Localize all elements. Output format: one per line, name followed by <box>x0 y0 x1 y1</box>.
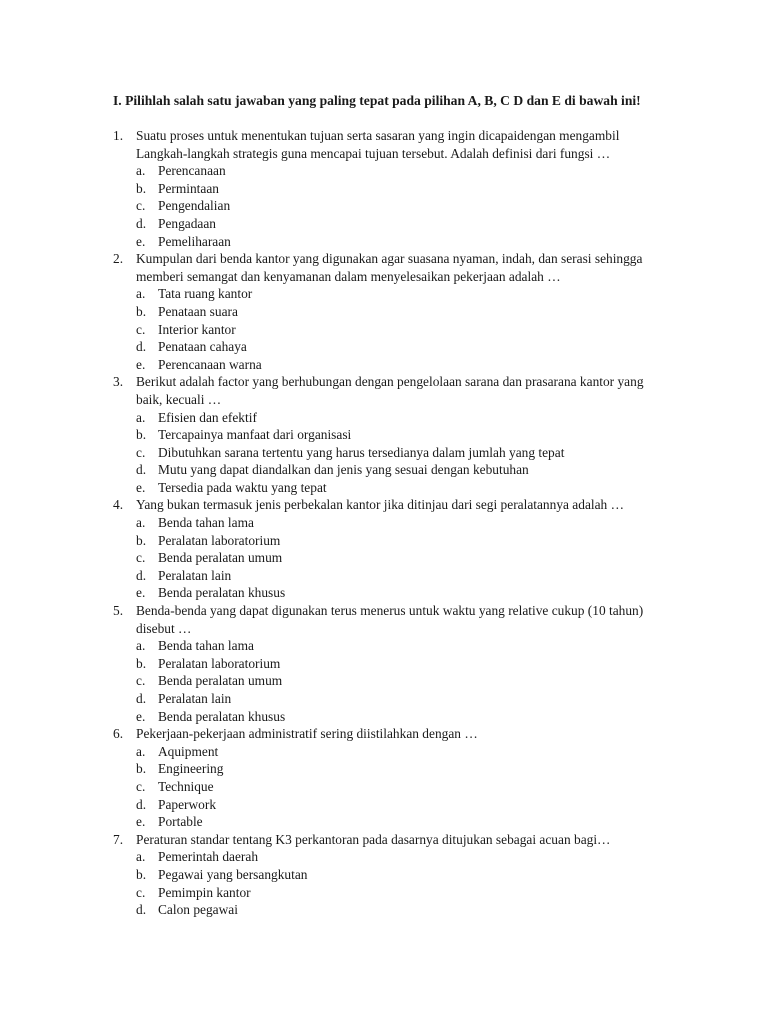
option-letter: d. <box>136 462 147 478</box>
answer-option <box>136 409 673 427</box>
option-text: Aquipment <box>158 743 219 759</box>
option-letter: a. <box>136 638 146 654</box>
option-letter: b. <box>136 761 147 777</box>
option-letter: e. <box>136 708 146 724</box>
option-text: Peralatan laboratorium <box>158 655 281 671</box>
option-text: Pengadaan <box>158 215 217 231</box>
question-item <box>113 831 673 919</box>
answer-option <box>136 848 673 866</box>
answer-option <box>136 796 673 814</box>
option-letter: e. <box>136 356 146 372</box>
option-list <box>136 637 673 725</box>
option-text: Benda peralatan umum <box>158 673 283 689</box>
option-letter: a. <box>136 286 146 302</box>
answer-option <box>136 444 673 462</box>
question-list <box>113 127 673 919</box>
option-letter: b. <box>136 655 147 671</box>
option-letter: e. <box>136 479 146 495</box>
option-text: Tata ruang kantor <box>158 286 253 302</box>
option-text: Pemeliharaan <box>158 233 231 249</box>
option-text: Peralatan lain <box>158 567 232 583</box>
instruction-heading: I. Pilihlah salah satu jawaban yang paling tepat pada pilihan A, B, C D dan E di bawah ini! <box>113 93 641 108</box>
option-letter: b. <box>136 532 147 548</box>
option-letter: b. <box>136 303 147 319</box>
question-number: 7. <box>113 831 124 847</box>
answer-option <box>136 584 673 602</box>
option-text: Perencanaan <box>158 163 226 179</box>
question-item <box>113 602 673 725</box>
answer-option <box>136 760 673 778</box>
option-text: Penataan cahaya <box>158 339 247 355</box>
question-item <box>113 250 673 373</box>
question-number: 6. <box>113 726 124 742</box>
option-text: Benda tahan lama <box>158 638 254 654</box>
question-number: 5. <box>113 603 124 619</box>
option-letter: d. <box>136 567 147 583</box>
option-text: Calon pegawai <box>158 902 238 918</box>
option-list <box>136 848 673 918</box>
question-text: Berikut adalah factor yang berhubungan dengan pengelolaan sarana dan prasarana kantor yang baik, kecuali … <box>136 374 644 407</box>
answer-option <box>136 708 673 726</box>
question-number: 3. <box>113 374 124 390</box>
option-letter: c. <box>136 884 146 900</box>
option-text: Perencanaan warna <box>158 356 262 372</box>
question-number: 4. <box>113 497 124 513</box>
option-letter: e. <box>136 814 146 830</box>
option-text: Dibutuhkan sarana tertentu yang harus tersedianya dalam jumlah yang tepat <box>158 444 565 460</box>
question-text: Pekerjaan-pekerjaan administratif sering diistilahkan dengan … <box>136 726 478 742</box>
option-text: Peralatan laboratorium <box>158 532 281 548</box>
option-list <box>136 409 673 497</box>
option-text: Engineering <box>158 761 224 777</box>
answer-option <box>136 426 673 444</box>
answer-option <box>136 321 673 339</box>
option-letter: a. <box>136 515 146 531</box>
option-text: Technique <box>158 778 214 794</box>
question-item <box>113 127 673 250</box>
question-item <box>113 725 673 831</box>
answer-option <box>136 285 673 303</box>
answer-option <box>136 514 673 532</box>
answer-option <box>136 672 673 690</box>
option-text: Portable <box>158 814 203 830</box>
option-text: Benda peralatan khusus <box>158 585 286 601</box>
option-letter: b. <box>136 180 147 196</box>
option-list <box>136 514 673 602</box>
question-text: Yang bukan termasuk jenis perbekalan kantor jika ditinjau dari segi peralatannya adalah … <box>136 497 624 513</box>
option-list <box>136 285 673 373</box>
option-text: Tercapainya manfaat dari organisasi <box>158 427 352 443</box>
option-list <box>136 743 673 831</box>
option-text: Benda peralatan khusus <box>158 708 286 724</box>
option-text: Benda tahan lama <box>158 515 254 531</box>
option-letter: c. <box>136 778 146 794</box>
answer-option <box>136 549 673 567</box>
option-letter: d. <box>136 215 147 231</box>
answer-option <box>136 743 673 761</box>
option-letter: c. <box>136 673 146 689</box>
answer-option <box>136 461 673 479</box>
answer-option <box>136 356 673 374</box>
option-text: Tersedia pada waktu yang tepat <box>158 479 327 495</box>
option-text: Penataan suara <box>158 303 238 319</box>
option-letter: e. <box>136 233 146 249</box>
answer-option <box>136 884 673 902</box>
answer-option <box>136 532 673 550</box>
answer-option <box>136 690 673 708</box>
option-list <box>136 162 673 250</box>
question-number: 1. <box>113 128 124 143</box>
option-letter: a. <box>136 409 146 425</box>
answer-option <box>136 567 673 585</box>
answer-option <box>136 338 673 356</box>
answer-option <box>136 180 673 198</box>
option-letter: c. <box>136 198 146 214</box>
option-text: Paperwork <box>158 796 217 812</box>
option-letter: b. <box>136 427 147 443</box>
option-text: Pemerintah daerah <box>158 849 259 865</box>
answer-option <box>136 233 673 251</box>
answer-option <box>136 655 673 673</box>
option-letter: b. <box>136 866 147 882</box>
question-item <box>113 496 673 602</box>
answer-option <box>136 215 673 233</box>
option-letter: d. <box>136 691 147 706</box>
question-item <box>113 373 673 496</box>
option-letter: c. <box>136 444 146 460</box>
option-letter: d. <box>136 902 147 918</box>
answer-option <box>136 866 673 884</box>
option-letter: d. <box>136 796 147 812</box>
answer-option <box>136 162 673 180</box>
option-text: Permintaan <box>158 180 219 196</box>
option-text: Benda peralatan umum <box>158 550 283 566</box>
answer-option <box>136 303 673 321</box>
option-text: Pengendalian <box>158 198 231 214</box>
answer-option <box>136 637 673 655</box>
option-letter: a. <box>136 849 146 865</box>
option-text: Pemimpin kantor <box>158 884 251 900</box>
answer-option <box>136 479 673 497</box>
option-letter: d. <box>136 339 147 355</box>
option-text: Pegawai yang bersangkutan <box>158 866 308 882</box>
option-text: Efisien dan efektif <box>158 409 257 425</box>
question-text: Benda-benda yang dapat digunakan terus menerus untuk waktu yang relative cukup (10 tahun) disebut … <box>136 603 644 636</box>
option-letter: a. <box>136 163 146 179</box>
option-letter: c. <box>136 321 146 337</box>
option-letter: a. <box>136 743 146 759</box>
option-letter: c. <box>136 550 146 566</box>
answer-option <box>136 813 673 831</box>
option-letter: e. <box>136 585 146 601</box>
option-text: Mutu yang dapat diandalkan dan jenis yang sesuai dengan kebutuhan <box>158 462 529 478</box>
answer-option <box>136 778 673 796</box>
question-text: Suatu proses untuk menentukan tujuan serta sasaran yang ingin dicapaidengan mengambil Langkah-langkah strategis guna mencapai tujuan tersebut. Adalah definisi dari fungsi … <box>136 128 620 161</box>
question-number: 2. <box>113 251 124 267</box>
answer-option <box>136 197 673 215</box>
option-text: Interior kantor <box>158 321 236 337</box>
option-text: Peralatan lain <box>158 691 232 706</box>
question-text: Kumpulan dari benda kantor yang digunakan agar suasana nyaman, indah, dan serasi sehingga memberi semangat dan kenyamanan dalam menyelesaikan pekerjaan adalah … <box>136 251 643 284</box>
answer-option <box>136 901 673 919</box>
question-text: Peraturan standar tentang K3 perkantoran pada dasarnya ditujukan sebagai acuan bagi… <box>136 831 611 847</box>
